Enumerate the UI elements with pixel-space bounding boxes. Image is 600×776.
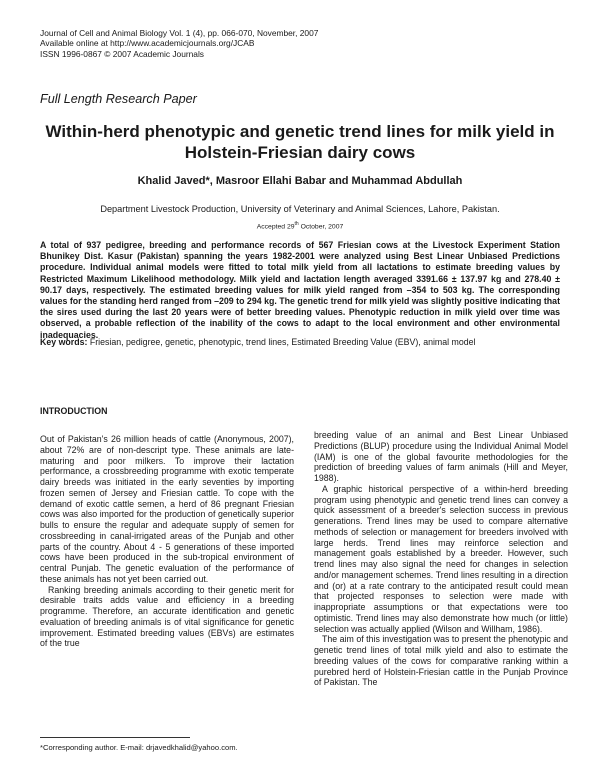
paragraph: Out of Pakistan's 26 million heads of cattle (Anonymous, 2007), about 72% are of non-descript type. These animals are late-maturing and poor milkers. To improve their lactation performance, a crossbreeding programme with exotic temperate dairy breeds was initiated in the early seventies by importing frozen semen of Jersey and Friesian cattle. To cope with the demand of exotic cattle semen, a herd of 86 pregnant Friesian cows was also imported for the production of genetically superior bulls to ensure the regular and adequate supply of semen for crossbreeding in canal-irrigated areas of the Punjab and other parts of the country. About 4 - 5 generations of these imported cows have been produced in the sub-tropical environment of central Punjab. The genetic evaluation of the performance of these animals has not yet been carried out. bbox=[40, 434, 294, 584]
accepted-prefix: Accepted 29 bbox=[256, 223, 295, 231]
author-list: Khalid Javed*, Masroor Ellahi Babar and Muhammad Abdullah bbox=[137, 175, 463, 187]
journal-header bbox=[40, 28, 318, 59]
footnote-divider bbox=[40, 737, 190, 738]
accepted-date bbox=[40, 221, 560, 230]
journal-citation: Journal of Cell and Animal Biology Vol. 1 (4), pp. 066-070, November, 2007 bbox=[40, 28, 319, 38]
paragraph: breeding value of an animal and Best Linear Unbiased Predictions (BLUP) procedure using the Individual Animal Model (IAM) is one of the global favourite methodologies for the prediction of breeding values of farm animals (Hill and Meyer, 1988). bbox=[314, 430, 568, 483]
keywords-label: Key words: bbox=[40, 337, 88, 347]
accepted-suffix: October, 2007 bbox=[298, 223, 344, 231]
section-heading-introduction: INTRODUCTION bbox=[40, 406, 108, 416]
accepted-ordinal: th bbox=[294, 221, 299, 227]
body-column-right bbox=[314, 430, 568, 688]
affiliation: Department Livestock Production, University of Veterinary and Animal Sciences, Lahore, Pakistan. bbox=[100, 204, 500, 214]
keywords bbox=[40, 337, 560, 348]
corresponding-author-footnote: *Corresponding author. E-mail: drjavedkhalid@yahoo.com. bbox=[40, 743, 238, 752]
abstract: A total of 937 pedigree, breeding and performance records of 567 Friesian cows at the Livestock Experiment Station Bhunikey Dist. Kasur (Pakistan) spanning the years 1982-2001 were analyzed using Best Linear Unbiased Predictions procedure. Individual animal models were fitted to total milk yield from all lactations to estimate breeding values by Restricted Maximum Likelihood methodology. Milk yield and lactation length averaged 3391.66 ± 137.97 kg and 278.40 ± 90.17 days, respectively. The estimated breeding values for milk yield ranged from –354 to 503 kg. The corresponding values for the standing herd ranged from –209 to 294 kg. The genetic trend for milk yield was slightly positive indicating that the sires used during the last 20 years were of better breeding values. Phenotypic reduction in milk yield over time was observed, a probable reflection of the inability of the cows to adapt to the local environment and other environmental inadequacies. bbox=[40, 240, 560, 340]
keywords-text: Friesian, pedigree, genetic, phenotypic, trend lines, Estimated Breeding Value (EBV), animal model bbox=[87, 337, 476, 347]
paragraph: A graphic historical perspective of a within-herd breeding program using phenotypic and genetic trend lines can convey a quick assessment of a breeder's selection success in previous generations. Trend lines may be used to compare alternative methods of selection or management for breeders involved with large herds. Trend lines may reinforce selection and management goals established by a breeder. However, such trend lines may also signal the need for changes in selection and/or management schemes. Trend lines resulting in a direction and (or) at a rate contrary to the anticipated result could mean that projected responses to selection were made with inappropriate assumptions or that expectations were too optimistic. Trend lines may also demonstrate how much (or little) selection was actually applied (Wilson and Willham, 1986). bbox=[314, 483, 568, 634]
paragraph: The aim of this investigation was to present the phenotypic and genetic trend lines of total milk yield and also to estimate the breeding values of the cows for comparative ranking within a purebred herd of Holstein-Friesian cattle in the Punjab Province of Pakistan. The bbox=[314, 634, 568, 688]
journal-issn: ISSN 1996-0867 © 2007 Academic Journals bbox=[40, 48, 204, 59]
body-column-left bbox=[40, 434, 294, 649]
paper-title: Within-herd phenotypic and genetic trend lines for milk yield in Holstein-Friesian dairy cows bbox=[45, 122, 555, 162]
journal-url: Available online at http://www.academicjournals.org/JCAB bbox=[40, 38, 255, 49]
paragraph: Ranking breeding animals according to their genetic merit for desirable traits adds value and efficiency in a breeding programme. Therefore, an accurate identification and genetic evaluation of breeding animals is of vital significance for genetic improvement. Estimated breeding values (EBVs) are estimates of the true bbox=[40, 584, 294, 649]
paper-type: Full Length Research Paper bbox=[40, 92, 197, 106]
